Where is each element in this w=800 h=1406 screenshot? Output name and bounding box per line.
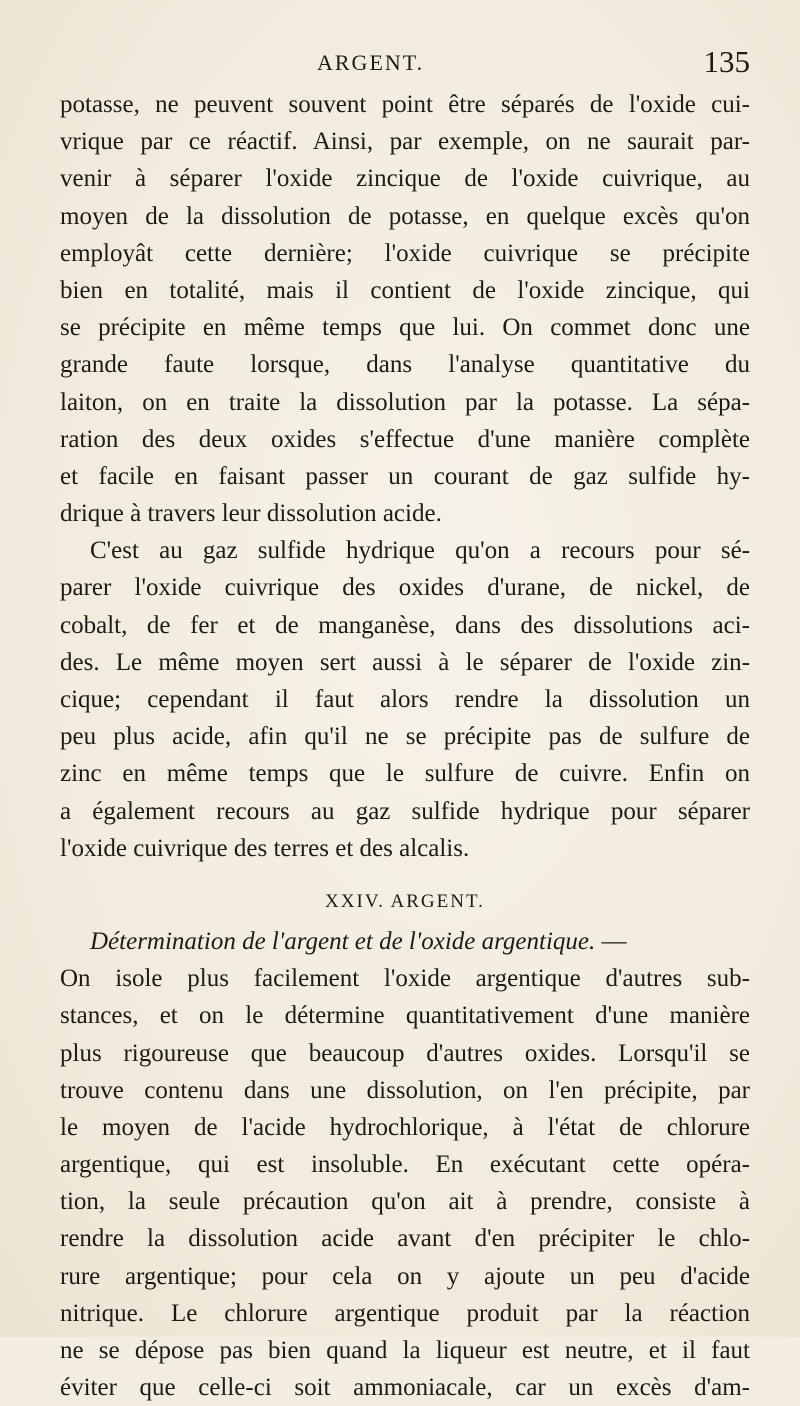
section-heading: XXIV. ARGENT.	[325, 890, 485, 912]
text-line: cobalt, de fer et de manganèse, dans des dissolutions aci-	[60, 611, 750, 639]
text-line: On isole plus facilement l'oxide argentique d'autres sub-	[60, 965, 750, 993]
text-line: parer l'oxide cuivrique des oxides d'urane, de nickel, de	[60, 574, 750, 602]
text-line: tion, la seule précaution qu'on ait à prendre, consiste à	[60, 1188, 750, 1216]
text-line: nitrique. Le chlorure argentique produit par la réaction	[60, 1299, 750, 1327]
text-line: laiton, on en traite la dissolution par la potasse. La sépa-	[60, 388, 750, 416]
text-line: employât cette dernière; l'oxide cuivrique se précipite	[60, 239, 750, 267]
page-number: 135	[703, 44, 750, 79]
text-line: grande faute lorsque, dans l'analyse quantitative du	[60, 351, 750, 379]
text-line: moyen de la dissolution de potasse, en quelque excès qu'on	[60, 202, 750, 230]
text-line: vrique par ce réactif. Ainsi, par exemple, on ne saurait par-	[60, 128, 750, 156]
text-line: rure argentique; pour cela on y ajoute un peu d'acide	[60, 1262, 750, 1290]
text-line: rendre la dissolution acide avant d'en précipiter le chlo-	[60, 1225, 750, 1253]
text-line: se précipite en même temps que lui. On commet donc une	[60, 314, 750, 342]
body-text	[60, 86, 750, 1406]
text-line: a également recours au gaz sulfide hydrique pour séparer	[60, 797, 750, 825]
paragraph-title: Détermination de l'argent et de l'oxide argentique.	[90, 927, 596, 955]
running-head	[60, 44, 750, 90]
text-line: potasse, ne peuvent souvent point être séparés de l'oxide cui-	[60, 91, 750, 118]
text-line: trouve contenu dans une dissolution, on l'en précipite, par	[60, 1076, 750, 1104]
text-line: peu plus acide, afin qu'il ne se précipite pas de sulfure de	[60, 723, 750, 751]
paragraph-title-line	[60, 923, 750, 960]
text-line: le moyen de l'acide hydrochlorique, à l'état de chlorure	[60, 1113, 750, 1141]
text-line: plus rigoureuse que beaucoup d'autres oxides. Lorsqu'il se	[60, 1039, 750, 1067]
text-line: zinc en même temps que le sulfure de cuivre. Enfin on	[60, 760, 750, 788]
text-line: l'oxide cuivrique des terres et des alcalis.	[60, 834, 470, 862]
paragraph-1	[60, 86, 750, 532]
text-line: ration des deux oxides s'effectue d'une manière complète	[60, 425, 750, 453]
text-line: bien en totalité, mais il contient de l'oxide zincique, qui	[60, 276, 750, 304]
text-line: stances, et on le détermine quantitativement d'une manière	[60, 1002, 750, 1030]
text-line: cique; cependant il faut alors rendre la dissolution un	[60, 686, 750, 713]
text-line: drique à travers leur dissolution acide.	[60, 500, 442, 528]
running-title: ARGENT.	[317, 50, 425, 75]
text-line: venir à séparer l'oxide zincique de l'oxide cuivrique, au	[60, 165, 750, 193]
text-line: argentique, qui est insoluble. En exécutant cette opéra-	[60, 1151, 750, 1179]
title-dash: —	[595, 927, 627, 955]
text-line: des. Le même moyen sert aussi à le séparer de l'oxide zin-	[60, 648, 750, 676]
paragraph-2	[60, 532, 750, 867]
paragraph-3	[60, 923, 750, 1406]
text-line: ne se dépose pas bien quand la liqueur est neutre, et il faut	[60, 1337, 750, 1364]
text-line: et facile en faisant passer un courant de gaz sulfide hy-	[60, 462, 750, 490]
text-line: C'est au gaz sulfide hydrique qu'on a recours pour sé-	[90, 537, 750, 565]
text-line: éviter que celle-ci soit ammoniacale, car un excès d'am-	[60, 1374, 750, 1402]
